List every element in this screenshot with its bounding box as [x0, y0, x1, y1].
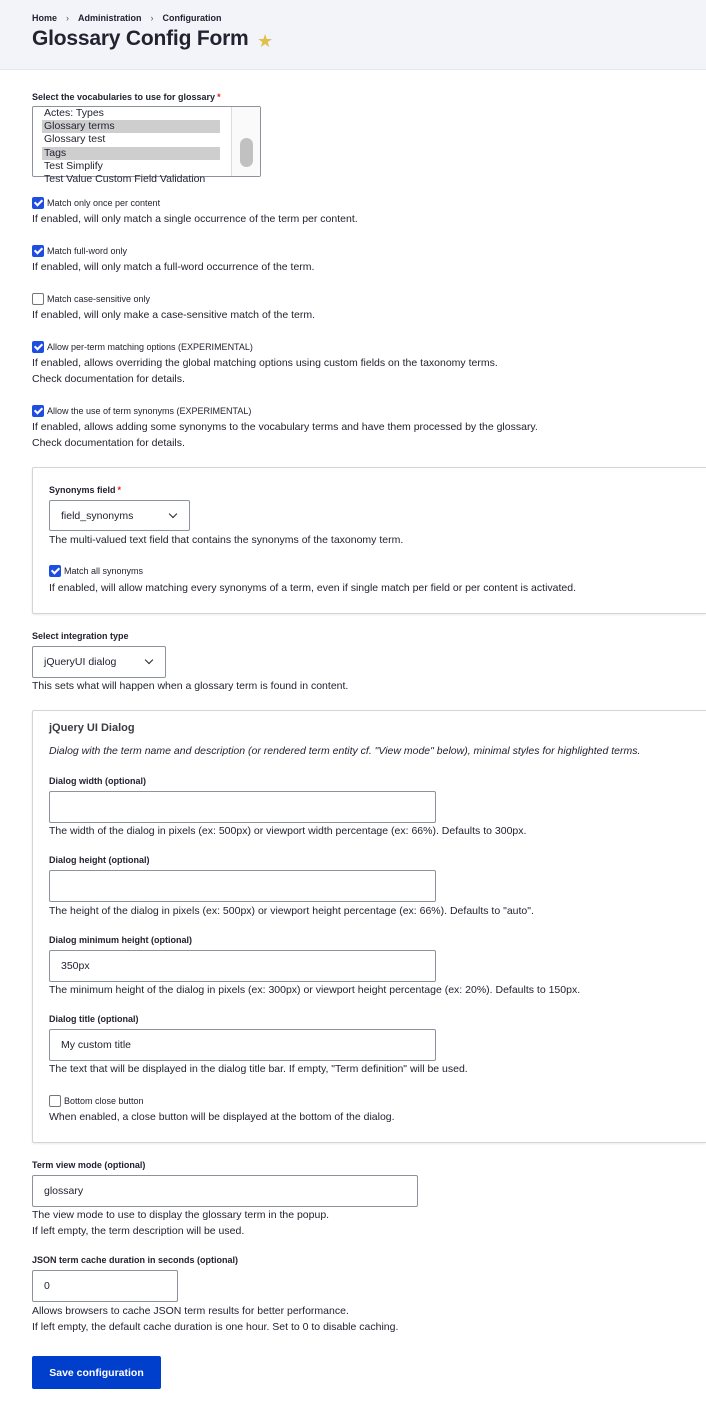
match-all-synonyms-label: Match all synonyms — [64, 566, 144, 576]
vocabulary-option[interactable]: Test Value Custom Field Validation — [44, 173, 206, 185]
breadcrumb — [32, 13, 222, 23]
match-once-checkbox[interactable] — [32, 197, 44, 209]
jquery-dialog-legend: jQuery UI Dialog — [49, 722, 135, 734]
synonyms-field-label: Synonyms field * — [49, 485, 122, 495]
per-term-label: Allow per-term matching options (EXPERIMENTAL) — [47, 342, 253, 352]
match-all-synonyms-description: If enabled, will allow matching every synonyms of a term, even if single match per field or per content is activated. — [49, 582, 576, 594]
dialog-height-input[interactable] — [49, 870, 436, 902]
chevron-right-icon: › — [66, 13, 70, 23]
case-sensitive-label: Match case-sensitive only — [47, 294, 151, 304]
dialog-height-description: The height of the dialog in pixels (ex: 500px) or viewport height percentage (ex: 66%). Defaults to "auto". — [49, 905, 534, 917]
integration-type-description: This sets what will happen when a glossary term is found in content. — [32, 680, 349, 692]
synonyms-description-line: Check documentation for details. — [32, 437, 185, 449]
chevron-down-icon — [145, 656, 153, 664]
cache-duration-description — [32, 1303, 398, 1335]
synonyms-label: Allow the use of term synonyms (EXPERIMENTAL) — [47, 406, 252, 416]
match-all-synonyms-option[interactable] — [49, 565, 143, 577]
synonyms-field-select[interactable] — [49, 500, 190, 531]
chevron-right-icon: › — [150, 13, 154, 23]
synonyms-field-value: field_synonyms — [61, 509, 134, 522]
required-marker: * — [117, 485, 122, 495]
chevron-down-icon — [169, 509, 177, 517]
synonyms-description-line: If enabled, allows adding some synonyms to the vocabulary terms and have them processed by the glossary. — [32, 421, 538, 433]
synonyms-option[interactable] — [32, 405, 251, 417]
dialog-title-input[interactable]: My custom title — [49, 1029, 436, 1061]
dialog-min-height-label: Dialog minimum height (optional) — [49, 935, 192, 945]
vocabulary-option[interactable]: Actes: Types — [44, 107, 104, 119]
bottom-close-button-option[interactable] — [49, 1095, 144, 1107]
dialog-min-height-input[interactable]: 350px — [49, 950, 436, 982]
vocabulary-option[interactable]: Glossary terms — [42, 120, 220, 133]
case-sensitive-option[interactable] — [32, 293, 150, 305]
cache-duration-label: JSON term cache duration in seconds (optional) — [32, 1255, 239, 1265]
page-header — [0, 0, 706, 70]
full-word-checkbox[interactable] — [32, 245, 44, 257]
star-icon[interactable]: ★ — [257, 31, 274, 51]
match-once-label: Match only once per content — [47, 198, 161, 208]
full-word-description: If enabled, will only match a full-word occurrence of the term. — [32, 261, 315, 273]
dialog-title-description: The text that will be displayed in the dialog title bar. If empty, "Term definition" will be used. — [49, 1063, 468, 1075]
cache-duration-input[interactable]: 0 — [32, 1270, 178, 1302]
synonyms-description — [32, 419, 538, 451]
view-mode-label: Term view mode (optional) — [32, 1160, 146, 1170]
match-all-synonyms-checkbox[interactable] — [49, 565, 61, 577]
breadcrumb-administration[interactable]: Administration — [78, 13, 142, 23]
view-mode-description — [32, 1207, 329, 1239]
per-term-description — [32, 355, 498, 387]
bottom-close-button-label: Bottom close button — [64, 1096, 144, 1106]
integration-type-value: jQueryUI dialog — [44, 656, 117, 668]
per-term-checkbox[interactable] — [32, 341, 44, 353]
scrollbar-thumb[interactable] — [240, 138, 253, 167]
bottom-close-button-checkbox[interactable] — [49, 1095, 61, 1107]
match-once-description: If enabled, will only match a single occurrence of the term per content. — [32, 213, 358, 225]
save-configuration-button[interactable]: Save configuration — [32, 1356, 161, 1389]
vocabulary-option[interactable]: Test Simplify — [44, 160, 103, 172]
page-title: Glossary Config Form — [32, 27, 249, 50]
dialog-min-height-description: The minimum height of the dialog in pixels (ex: 300px) or viewport height percentage (ex: 20%). Defaults to 150px. — [49, 984, 581, 996]
integration-type-label: Select integration type — [32, 631, 129, 641]
synonyms-fieldset — [32, 467, 706, 614]
cache-duration-description-line: Allows browsers to cache JSON term results for better performance. — [32, 1305, 349, 1317]
per-term-description-line: Check documentation for details. — [32, 373, 185, 385]
scrollbar-track[interactable] — [231, 107, 260, 176]
per-term-option[interactable] — [32, 341, 253, 353]
vocabularies-select[interactable] — [32, 106, 261, 185]
match-once-option[interactable] — [32, 197, 160, 209]
dialog-title-label: Dialog title (optional) — [49, 1014, 139, 1024]
dialog-width-input[interactable] — [49, 791, 436, 823]
full-word-label: Match full-word only — [47, 246, 128, 256]
jquery-dialog-intro: Dialog with the term name and description (or rendered term entity cf. "View mode" below), minimal styles for highlighted terms. — [49, 745, 641, 757]
per-term-description-line: If enabled, allows overriding the global matching options using custom fields on the taxonomy terms. — [32, 357, 498, 369]
view-mode-description-line: The view mode to use to display the glossary term in the popup. — [32, 1209, 330, 1221]
vocabulary-option[interactable]: Tags — [42, 147, 220, 160]
synonyms-field-description: The multi-valued text field that contains the synonyms of the taxonomy term. — [49, 534, 404, 546]
vocabularies-label: Select the vocabularies to use for glossary * — [32, 92, 221, 102]
dialog-height-label: Dialog height (optional) — [49, 855, 150, 865]
integration-type-select[interactable] — [32, 646, 166, 678]
view-mode-input[interactable]: glossary — [32, 1175, 418, 1207]
breadcrumb-configuration[interactable]: Configuration — [162, 13, 222, 23]
jquery-dialog-fieldset — [32, 710, 706, 1143]
synonyms-checkbox[interactable] — [32, 405, 44, 417]
case-sensitive-description: If enabled, will only make a case-sensitive match of the term. — [32, 309, 316, 321]
bottom-close-button-description: When enabled, a close button will be displayed at the bottom of the dialog. — [49, 1111, 395, 1123]
required-marker: * — [217, 92, 221, 102]
cache-duration-description-line: If left empty, the default cache duration is one hour. Set to 0 to disable caching. — [32, 1321, 399, 1333]
view-mode-description-line: If left empty, the term description will be used. — [32, 1225, 245, 1237]
vocabulary-option[interactable]: Glossary test — [44, 133, 106, 145]
dialog-width-description: The width of the dialog in pixels (ex: 500px) or viewport width percentage (ex: 66%). Defaults to 300px. — [49, 825, 527, 837]
case-sensitive-checkbox[interactable] — [32, 293, 44, 305]
full-word-option[interactable] — [32, 245, 127, 257]
dialog-width-label: Dialog width (optional) — [49, 776, 146, 786]
breadcrumb-home[interactable]: Home — [32, 13, 58, 23]
